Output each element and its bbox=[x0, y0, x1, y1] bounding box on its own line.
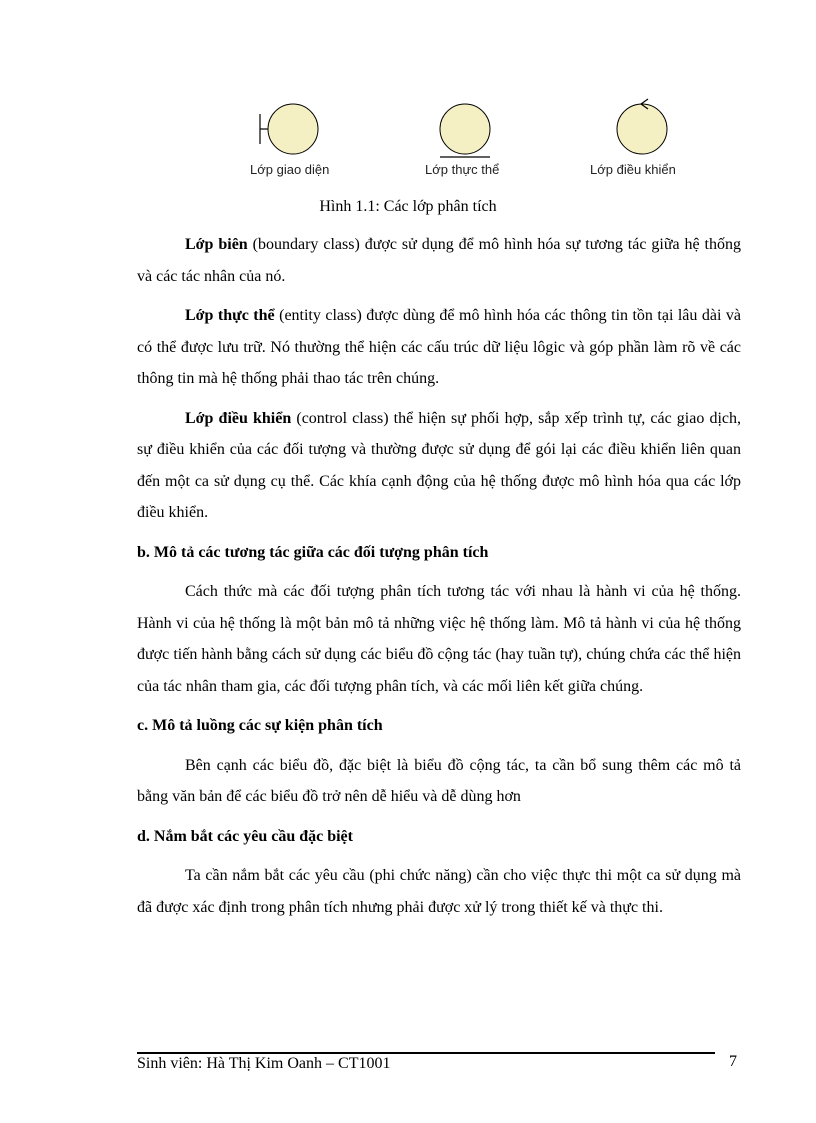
section-d-heading: d. Nắm bắt các yêu cầu đặc biệt bbox=[137, 827, 353, 845]
control-class-term: Lớp điều khiển bbox=[185, 409, 292, 427]
footer-author: Sinh viên: Hà Thị Kim Oanh – CT1001 bbox=[137, 1055, 391, 1072]
boundary-class-paragraph bbox=[137, 229, 741, 292]
entity-class-symbol bbox=[438, 102, 498, 160]
boundary-class-term: Lớp biên bbox=[185, 236, 248, 253]
boundary-class-symbol bbox=[258, 102, 318, 158]
section-b-text: Cách thức mà các đối tượng phân tích tương tác với nhau là hành vi của hệ thống. Hành vi của hệ thống là một bản mô tả những việc hệ thống làm. Mô tả hành vi của hệ thống được tiến hành bằng cách sử dụng các biểu đồ cộng tác (hay tuần tự), chúng chứa các thể hiện của tác nhân tham gia, các đối tượng phân tích, và các mối liên kết giữa chúng. bbox=[137, 583, 741, 695]
entity-class-term: Lớp thực thể bbox=[185, 307, 275, 324]
entity-class-description: (entity class) được dùng để mô hình hóa các thông tin tồn tại lâu dài và có thể được lưu trữ. Nó thường thể hiện các cấu trúc dữ liệu lôgic và góp phần làm rõ về các thông tin mà hệ thống phải thao tác trên chúng. bbox=[137, 307, 742, 387]
page-number: 7 bbox=[729, 1053, 737, 1070]
section-d-text: Ta cần nắm bắt các yêu cầu (phi chức năng) cần cho việc thực thi một ca sử dụng mà đã được xác định trong phân tích nhưng phải được xử lý trong thiết kế và thực thi. bbox=[137, 867, 741, 916]
section-c-text: Bên cạnh các biểu đồ, đặc biệt là biểu đồ cộng tác, ta cần bổ sung thêm các mô tả bằng văn bản để các biểu đồ trở nên dễ hiểu và dễ dùng hơn bbox=[137, 756, 741, 805]
control-class-description: (control class) thể hiện sự phối hợp, sắp xếp trình tự, các giao dịch, sự điều khiển của các đối tượng và thường được sử dụng để gói lại các điều khiển liên quan đến một ca sử dụng cụ thể. Các khía cạnh động của hệ thống được mô hình hóa qua các lớp điều khiển. bbox=[137, 409, 742, 521]
page-body bbox=[137, 229, 741, 923]
section-c-heading: c. Mô tả luồng các sự kiện phân tích bbox=[137, 717, 383, 734]
boundary-class-label: Lớp giao diện bbox=[250, 162, 330, 177]
entity-class-label: Lớp thực thể bbox=[425, 162, 500, 177]
control-class-symbol bbox=[614, 98, 674, 158]
control-class-label: Lớp điều khiển bbox=[590, 162, 676, 177]
section-b-heading: b. Mô tả các tương tác giữa các đối tượng phân tích bbox=[137, 543, 489, 561]
entity-class-paragraph bbox=[137, 300, 741, 395]
analysis-classes-figure bbox=[250, 98, 700, 184]
control-class-paragraph bbox=[137, 403, 741, 529]
footer-divider bbox=[137, 1052, 715, 1054]
boundary-class-description: (boundary class) được sử dụng để mô hình hóa sự tương tác giữa hệ thống và các tác nhân của nó. bbox=[137, 236, 741, 285]
figure-caption: Hình 1.1: Các lớp phân tích bbox=[319, 198, 497, 215]
